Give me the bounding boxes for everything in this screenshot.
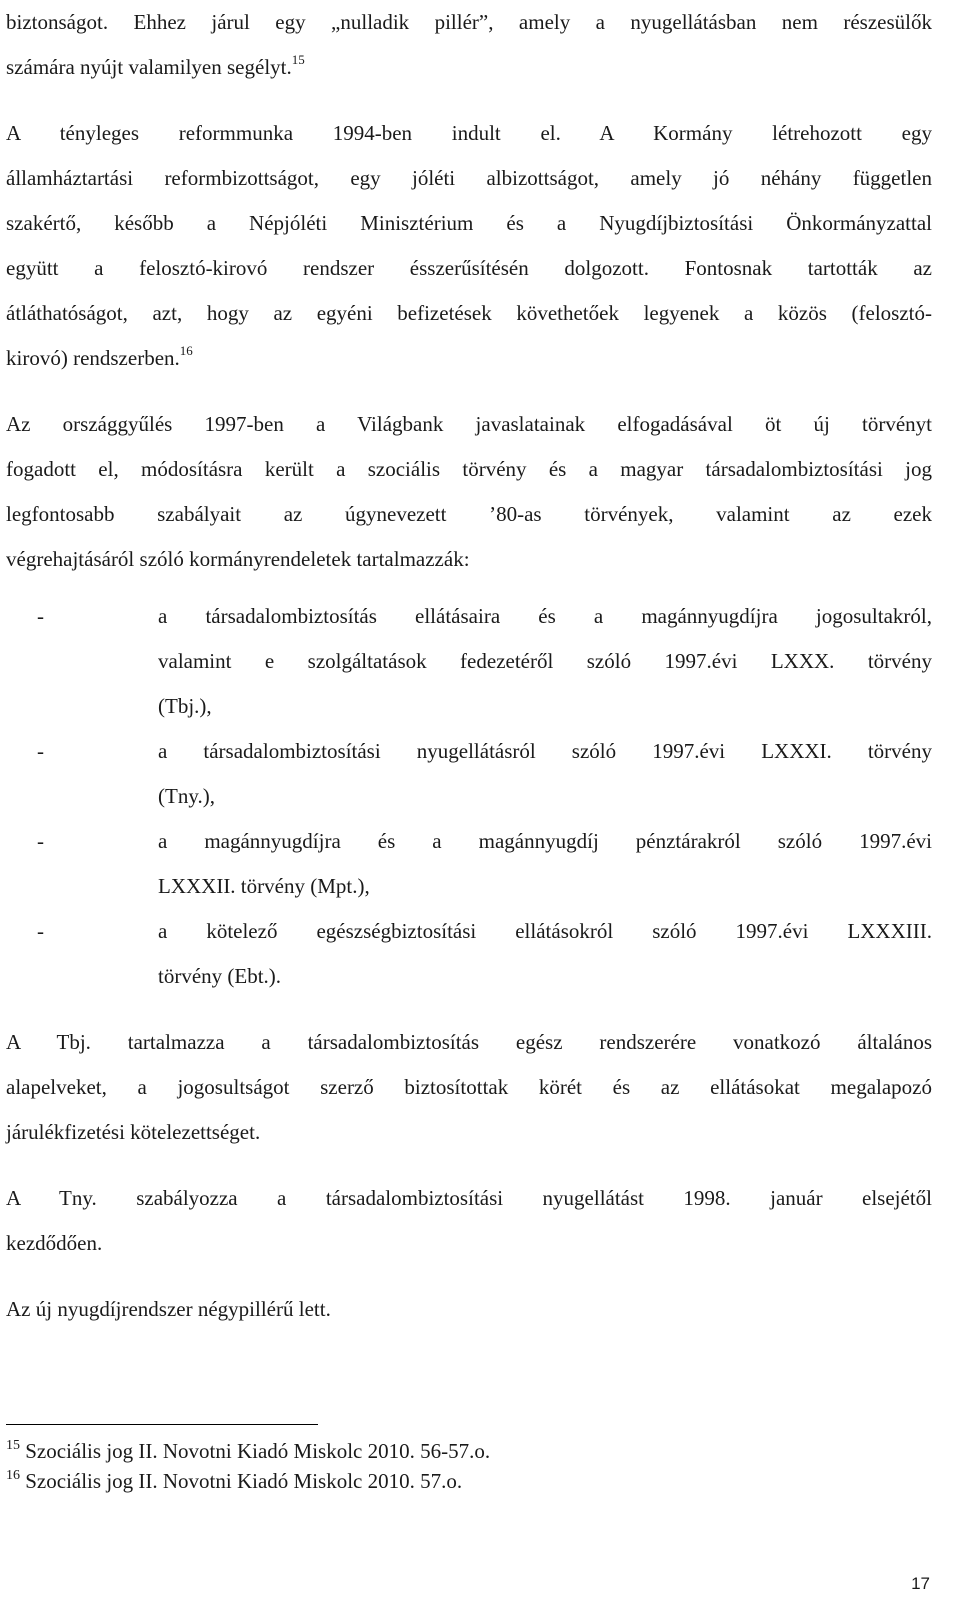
text-line: a társadalombiztosítási nyugellátásról szóló 1997.évi LXXXI. törvény <box>158 739 932 763</box>
text-span: számára nyújt valamilyen segélyt. <box>6 55 292 79</box>
text-line: legfontosabb szabályait az úgynevezett ’80-as törvények, valamint az ezek <box>6 502 932 526</box>
text-line: a magánnyugdíjra és a magánnyugdíj pénztárakról szóló 1997.évi <box>158 829 932 853</box>
text-line: (Tny.), <box>158 784 215 808</box>
footnote-separator <box>6 1424 318 1425</box>
page-number: 17 <box>911 1574 930 1593</box>
text-line: biztonságot. Ehhez járul egy „nulladik pillér”, amely a nyugellátásban nem részesülők <box>6 10 932 34</box>
footnote-ref-16[interactable]: 16 <box>179 343 193 358</box>
text-line: a társadalombiztosítás ellátásaira és a magánnyugdíjra jogosultakról, <box>158 604 932 628</box>
footnote-15 <box>6 1436 490 1466</box>
paragraph-parliament <box>6 402 932 582</box>
text-line: kezdődően. <box>6 1231 103 1255</box>
list-marker: - <box>37 739 44 763</box>
text-line: államháztartási reformbizottságot, egy jóléti albizottságot, amely jó néhány független <box>6 166 932 190</box>
intro-paragraph <box>6 0 932 90</box>
list-item <box>6 594 932 729</box>
footnote-16 <box>6 1466 490 1496</box>
document-page <box>6 0 932 1332</box>
text-line: alapelveket, a jogosultságot szerző biztosítottak körét és az ellátásokat megalapozó <box>6 1075 932 1099</box>
text-line: A Tbj. tartalmazza a társadalombiztosítás egész rendszerére vonatkozó általános <box>6 1030 932 1054</box>
footnote-number: 15 <box>6 1438 20 1453</box>
text-line: A tényleges reformmunka 1994-ben indult el. A Kormány létrehozott egy <box>6 121 932 145</box>
footnote-text: Szociális jog II. Novotni Kiadó Miskolc 2010. 56-57.o. <box>25 1439 491 1463</box>
footnote-number: 16 <box>6 1468 20 1483</box>
footnotes <box>6 1436 490 1496</box>
text-line: a kötelező egészségbiztosítási ellátásokról szóló 1997.évi LXXXIII. <box>158 919 932 943</box>
text-span: kirovó) rendszerben. <box>6 346 180 370</box>
text-line: együtt a felosztó-kirovó rendszer ésszerűsítésén dolgozott. Fontosnak tartották az <box>6 256 932 280</box>
footnote-text: Szociális jog II. Novotni Kiadó Miskolc 2010. 57.o. <box>25 1469 463 1493</box>
text-line: (Tbj.), <box>158 694 212 718</box>
list-marker: - <box>37 829 44 853</box>
paragraph-pillars <box>6 1287 932 1332</box>
text-line: törvény (Ebt.). <box>158 964 282 988</box>
paragraph-tny <box>6 1176 932 1266</box>
list-item <box>6 729 932 819</box>
text-line: valamint e szolgáltatások fedezetéről szóló 1997.évi LXXX. törvény <box>158 649 932 673</box>
list-item <box>6 819 932 909</box>
list-marker: - <box>37 604 44 628</box>
text-line <box>6 336 932 381</box>
paragraph-reform <box>6 111 932 381</box>
text-line: átláthatóságot, azt, hogy az egyéni befizetések követhetőek legyenek a közös (felosztó- <box>6 301 932 325</box>
footnote-ref-15[interactable]: 15 <box>291 52 305 67</box>
text-line: szakértő, később a Népjóléti Minisztérium és a Nyugdíjbiztosítási Önkormányzattal <box>6 211 932 235</box>
text-line: A Tny. szabályozza a társadalombiztosítási nyugellátást 1998. január elsejétől <box>6 1186 932 1210</box>
list-item <box>6 909 932 999</box>
law-list <box>6 594 932 999</box>
text-line: LXXXII. törvény (Mpt.), <box>158 874 370 898</box>
text-line: végrehajtásáról szóló kormányrendeletek tartalmazzák: <box>6 547 470 571</box>
list-marker: - <box>37 919 44 943</box>
paragraph-tbj <box>6 1020 932 1155</box>
text-line: járulékfizetési kötelezettséget. <box>6 1120 261 1144</box>
text-line <box>6 45 932 90</box>
text-line: Az országgyűlés 1997-ben a Világbank javaslatainak elfogadásával öt új törvényt <box>6 412 932 436</box>
text-line: fogadott el, módosításra került a szociális törvény és a magyar társadalombiztosítási jog <box>6 457 932 481</box>
text-line: Az új nyugdíjrendszer négypillérű lett. <box>6 1297 331 1321</box>
